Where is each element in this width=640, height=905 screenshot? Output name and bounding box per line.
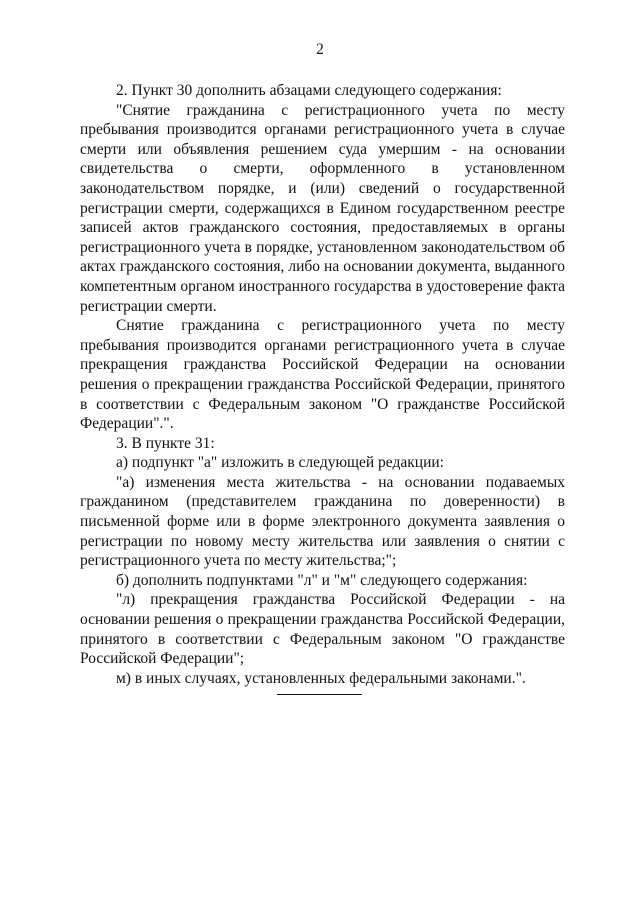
- end-divider-line: [277, 694, 362, 695]
- paragraph-item-3: 3. В пункте 31:: [116, 434, 215, 452]
- document-body: [80, 81, 565, 688]
- paragraph-subitem-a: а) подпункт "а" изложить в следующей редакции:: [116, 454, 444, 472]
- paragraph-subitem-b: б) дополнить подпунктами "л" и "м" следующего содержания:: [116, 571, 528, 589]
- paragraph-quoted-amendment-1: "Снятие гражданина с регистрационного учета по месту пребывания производится органами регистрационного учета в случае смерти или объявления решением суда умершим - на основании свидетельства о смерти, оформленного в установленном законодательством порядке, и (или) сведений о государственной регистрации смерти, содержащихся в Едином государственном реестре записей актов гражданского состояния, предоставляемых в органы регистрационного учета в порядке, установленном законодательством об актах гражданского состояния, либо на основании документа, выданного компетентным органом иностранного государства в удостоверение факта регистрации смерти.: [80, 101, 565, 315]
- paragraph-item-2: 2. Пункт 30 дополнить абзацами следующего содержания:: [116, 82, 502, 99]
- paragraph-quoted-amendment-2: Снятие гражданина с регистрационного учета по месту пребывания производится органами регистрационного учета в случае прекращения гражданства Российской Федерации на основании решения о прекращении гражданства Российской Федерации, принятого в соответствии с Федеральным законом "О гражданстве Российской Федерации".".: [80, 317, 565, 433]
- paragraph-subitem-a-text: "а) изменения места жительства - на основании подаваемых гражданином (представителем гражданина по доверенности) в письменной форме или в форме электронного документа заявления о регистрации по новому месту жительства или заявления о снятии с регистрационного учета по месту жительства;";: [80, 473, 565, 570]
- page-number: 2: [316, 41, 324, 58]
- paragraph-subitem-m-text: м) в иных случаях, установленных федеральными законами.".: [116, 669, 526, 687]
- paragraph-subitem-l-text: "л) прекращения гражданства Российской Федерации - на основании решения о прекращении гражданства Российской Федерации, принятого в соответствии с Федеральным законом "О гражданстве Российской Федерации";: [80, 591, 565, 668]
